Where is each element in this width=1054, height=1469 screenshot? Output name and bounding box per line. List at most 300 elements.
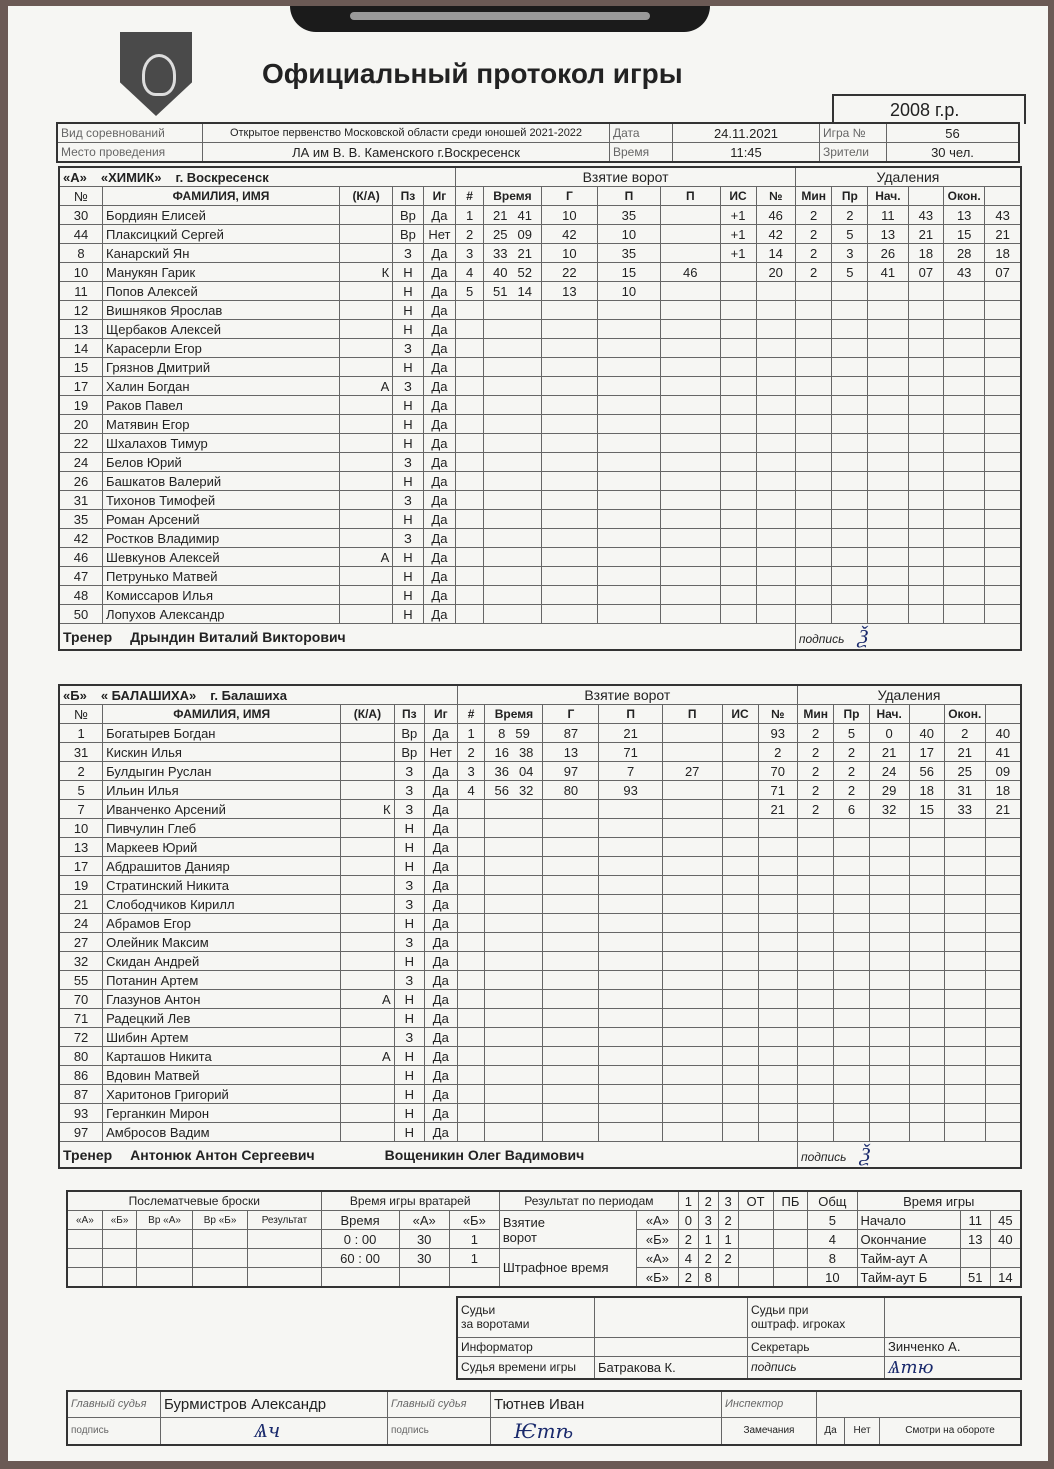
- penalty-empty-cell: [985, 933, 1021, 952]
- col-pen-end: Окон.: [944, 187, 985, 206]
- player-number: 20: [59, 415, 103, 434]
- penalty-empty-cell: [832, 415, 868, 434]
- penalty-empty-cell: [908, 491, 944, 510]
- gk-row-1-a: 30: [399, 1230, 449, 1249]
- player-played: Да: [423, 491, 456, 510]
- goal-empty-cell: [597, 415, 660, 434]
- player-row: [59, 529, 1021, 548]
- player-position: Н: [393, 586, 423, 605]
- penalty-end-sec: 43: [985, 206, 1021, 225]
- goal-empty-cell: [597, 320, 660, 339]
- col-played: Иг: [424, 705, 457, 724]
- player-name: Бордиян Елисей: [103, 206, 340, 225]
- goal-assist-1: 10: [597, 282, 660, 301]
- player-role: [341, 781, 394, 800]
- penalty-empty-cell: [985, 1123, 1021, 1142]
- penalty-empty-cell: [756, 472, 795, 491]
- spectators-value: 30 чел.: [887, 143, 1020, 163]
- goal-empty-cell: [661, 339, 721, 358]
- goal-time: [485, 762, 543, 781]
- goal-empty-cell: [720, 377, 756, 396]
- player-number: 70: [59, 990, 103, 1009]
- player-played: Да: [424, 1047, 457, 1066]
- goal-empty-cell: [457, 1047, 485, 1066]
- player-position: Н: [393, 282, 423, 301]
- penalty-empty-cell: [832, 586, 868, 605]
- penalty-empty-cell: [758, 1066, 797, 1085]
- start-label: Начало: [857, 1211, 960, 1230]
- player-position: З: [393, 529, 423, 548]
- goal-empty-cell: [484, 491, 542, 510]
- player-name: Абдрашитов Данияр: [103, 857, 341, 876]
- goal-assist-1: 35: [597, 244, 660, 263]
- goal-empty-cell: [541, 396, 597, 415]
- goals-b-p1: 2: [678, 1230, 698, 1249]
- goal-empty-cell: [541, 567, 597, 586]
- penalty-empty-cell: [944, 377, 985, 396]
- penalty-empty-cell: [795, 415, 832, 434]
- shootout-col-a: «А»: [67, 1211, 102, 1230]
- player-number: 10: [59, 819, 103, 838]
- penalty-empty-cell: [985, 971, 1021, 990]
- penalty-player: 2: [758, 743, 797, 762]
- goal-empty-cell: [485, 1066, 543, 1085]
- player-number: 11: [59, 282, 103, 301]
- penalty-empty-cell: [868, 415, 908, 434]
- col-ka: (К/А): [339, 187, 392, 206]
- start-min: 45: [990, 1211, 1021, 1230]
- goal-empty-cell: [457, 1028, 485, 1047]
- penalty-empty-cell: [834, 838, 869, 857]
- player-role: А: [339, 548, 392, 567]
- player-row: [59, 263, 1021, 282]
- penalty-empty-cell: [985, 1028, 1021, 1047]
- player-played: Нет: [423, 225, 456, 244]
- goal-empty-cell: [597, 605, 660, 624]
- col-no: №: [59, 705, 103, 724]
- penalty-empty-cell: [832, 491, 868, 510]
- goal-empty-cell: [543, 800, 599, 819]
- penalty-empty-cell: [868, 453, 908, 472]
- player-name: Карасерли Егор: [103, 339, 340, 358]
- player-position: Н: [394, 1066, 424, 1085]
- penalty-empty-cell: [908, 510, 944, 529]
- player-number: 46: [59, 548, 103, 567]
- goal-empty-cell: [484, 396, 542, 415]
- goal-empty-cell: [662, 1104, 722, 1123]
- penalty-empty-cell: [868, 377, 908, 396]
- timeout-b-sec: 14: [990, 1268, 1021, 1288]
- pim-b-p1: 2: [678, 1268, 698, 1288]
- penalty-empty-cell: [944, 1009, 985, 1028]
- goal-empty-cell: [543, 1028, 599, 1047]
- goal-empty-cell: [485, 819, 543, 838]
- col-pos: Пз: [394, 705, 424, 724]
- goal-empty-cell: [457, 952, 485, 971]
- goal-sec: 14: [517, 283, 532, 299]
- player-row: [59, 800, 1021, 819]
- goal-empty-cell: [662, 895, 722, 914]
- goals-b-pb: [773, 1230, 808, 1249]
- competition-label: Вид соревнований: [57, 123, 203, 143]
- player-row: [59, 952, 1021, 971]
- goal-empty-cell: [541, 453, 597, 472]
- penalty-minutes: 2: [795, 225, 832, 244]
- penalty-empty-cell: [869, 876, 909, 895]
- goal-strength: [722, 743, 758, 762]
- penalties-section-title: Удаления: [797, 685, 1021, 705]
- goal-empty-cell: [484, 510, 542, 529]
- goal-empty-cell: [457, 857, 485, 876]
- col-name: ФАМИЛИЯ, ИМЯ: [103, 705, 341, 724]
- player-name: Карташов Никита: [103, 1047, 341, 1066]
- player-position: Н: [393, 396, 423, 415]
- shootout-label: Послематчевые броски: [67, 1191, 321, 1211]
- goals-a-p3: 2: [718, 1211, 738, 1230]
- team-b-table: [58, 684, 1022, 1169]
- player-position: Вр: [394, 743, 424, 762]
- penalty-end-min: 15: [944, 225, 985, 244]
- goal-empty-cell: [457, 1104, 485, 1123]
- team-city: г. Воскресенск: [175, 169, 269, 185]
- player-row: [59, 1009, 1021, 1028]
- penalty-empty-cell: [985, 990, 1021, 1009]
- goal-assist-2: [661, 206, 721, 225]
- goal-empty-cell: [484, 472, 542, 491]
- coach-label: Тренер: [63, 628, 113, 645]
- goal-assist-2: 46: [661, 263, 721, 282]
- goal-min: 40: [493, 264, 508, 280]
- goal-empty-cell: [597, 567, 660, 586]
- goal-empty-cell: [720, 567, 756, 586]
- pim-team-a-label: «А»: [636, 1249, 678, 1268]
- player-position: Н: [394, 1009, 424, 1028]
- player-role: [341, 762, 394, 781]
- player-played: Нет: [424, 743, 457, 762]
- goal-empty-cell: [457, 800, 485, 819]
- player-name: Петрунько Матвей: [103, 567, 340, 586]
- officials-table: [456, 1296, 1022, 1380]
- col-played: Иг: [423, 187, 456, 206]
- gk-col-b: «Б»: [449, 1211, 499, 1230]
- player-row: [59, 396, 1021, 415]
- player-name: Попов Алексей: [103, 282, 340, 301]
- goal-empty-cell: [543, 1009, 599, 1028]
- goals-team-b-label: «Б»: [636, 1230, 678, 1249]
- penalty-empty-cell: [944, 914, 985, 933]
- player-row: [59, 206, 1021, 225]
- player-name: Скидан Андрей: [103, 952, 341, 971]
- player-number: 14: [59, 339, 103, 358]
- penalty-empty-cell: [797, 1085, 833, 1104]
- coach-sign-cell: [797, 1142, 1021, 1169]
- goal-empty-cell: [484, 529, 542, 548]
- player-name: Щербаков Алексей: [103, 320, 340, 339]
- penalty-empty-cell: [756, 320, 795, 339]
- player-role: [341, 857, 394, 876]
- goal-empty-cell: [543, 1047, 599, 1066]
- player-position: Н: [394, 838, 424, 857]
- goal-assist-1: 7: [599, 762, 662, 781]
- goal-empty-cell: [456, 434, 484, 453]
- goals-row-label-2: ворот: [502, 1229, 537, 1245]
- goal-empty-cell: [661, 434, 721, 453]
- goal-empty-cell: [457, 933, 485, 952]
- goal-empty-cell: [543, 857, 599, 876]
- penalty-empty-cell: [908, 472, 944, 491]
- col-pen-start: Нач.: [869, 705, 909, 724]
- goal-empty-cell: [457, 1085, 485, 1104]
- player-role: [341, 1066, 394, 1085]
- player-row: [59, 762, 1021, 781]
- penalty-empty-cell: [944, 1066, 985, 1085]
- goal-strength: +1: [720, 206, 756, 225]
- goal-empty-cell: [662, 819, 722, 838]
- goal-empty-cell: [662, 838, 722, 857]
- player-row: [59, 358, 1021, 377]
- goal-empty-cell: [456, 529, 484, 548]
- player-row: [59, 933, 1021, 952]
- penalty-reason: 5: [832, 225, 868, 244]
- goal-sec: 32: [518, 782, 534, 798]
- pim-b-p2: 8: [698, 1268, 718, 1288]
- goal-scorer: 13: [543, 743, 599, 762]
- player-row: [59, 225, 1021, 244]
- player-role: К: [341, 800, 394, 819]
- shootout-col-b: «Б»: [102, 1211, 136, 1230]
- penalty-empty-cell: [795, 282, 832, 301]
- goal-empty-cell: [541, 377, 597, 396]
- penalty-empty-cell: [869, 1123, 909, 1142]
- player-played: Да: [423, 605, 456, 624]
- penalty-empty-cell: [909, 1085, 944, 1104]
- goal-empty-cell: [720, 586, 756, 605]
- penalty-empty-cell: [944, 838, 985, 857]
- penalty-empty-cell: [944, 472, 985, 491]
- penalty-empty-cell: [795, 491, 832, 510]
- penalty-empty-cell: [909, 1104, 944, 1123]
- goal-empty-cell: [662, 1085, 722, 1104]
- end-hour: 13: [960, 1230, 990, 1249]
- goal-empty-cell: [543, 838, 599, 857]
- penalty-empty-cell: [756, 301, 795, 320]
- penalty-empty-cell: [797, 1104, 833, 1123]
- goal-empty-cell: [720, 605, 756, 624]
- player-played: Да: [424, 876, 457, 895]
- penalty-empty-cell: [985, 339, 1021, 358]
- penalty-empty-cell: [868, 358, 908, 377]
- penalty-empty-cell: [985, 415, 1021, 434]
- goal-empty-cell: [485, 857, 543, 876]
- penalty-empty-cell: [869, 1066, 909, 1085]
- goal-strength: +1: [720, 244, 756, 263]
- penalty-player: 42: [756, 225, 795, 244]
- goal-empty-cell: [541, 548, 597, 567]
- penalty-start-sec: 15: [909, 800, 944, 819]
- player-played: Да: [424, 914, 457, 933]
- col-pen-min: Мин: [795, 187, 832, 206]
- penalty-empty-cell: [756, 339, 795, 358]
- penalty-empty-cell: [868, 605, 908, 624]
- penalty-empty-cell: [756, 282, 795, 301]
- goal-index: 4: [457, 781, 485, 800]
- goal-empty-cell: [597, 301, 660, 320]
- penalty-empty-cell: [832, 472, 868, 491]
- penalty-empty-cell: [869, 1047, 909, 1066]
- remarks-no: Нет: [845, 1417, 880, 1445]
- player-position: З: [394, 1028, 424, 1047]
- player-role: А: [339, 377, 392, 396]
- coach-name-2: Вощеникин Олег Вадимович: [384, 1146, 585, 1163]
- goal-strength: [722, 724, 758, 743]
- player-name: Роман Арсений: [103, 510, 340, 529]
- player-number: 24: [59, 453, 103, 472]
- goal-empty-cell: [484, 586, 542, 605]
- remarks-see-back: Смотри на обороте: [880, 1417, 1021, 1445]
- penalty-empty-cell: [985, 567, 1021, 586]
- penalty-empty-cell: [985, 377, 1021, 396]
- goal-empty-cell: [661, 567, 721, 586]
- goals-b-p3: 1: [718, 1230, 738, 1249]
- game-no-label: Игра №: [820, 123, 887, 143]
- player-number: 17: [59, 857, 103, 876]
- goal-empty-cell: [541, 491, 597, 510]
- penalty-empty-cell: [797, 914, 833, 933]
- goal-empty-cell: [720, 453, 756, 472]
- penalty-player: 70: [758, 762, 797, 781]
- goal-empty-cell: [662, 990, 722, 1009]
- goal-empty-cell: [597, 339, 660, 358]
- player-row: [59, 1104, 1021, 1123]
- goal-empty-cell: [485, 895, 543, 914]
- gk-col-a: «А»: [399, 1211, 449, 1230]
- penalty-player: 20: [756, 263, 795, 282]
- penalty-empty-cell: [909, 857, 944, 876]
- player-name: Харитонов Григорий: [103, 1085, 341, 1104]
- goal-empty-cell: [662, 857, 722, 876]
- player-name: Матявин Егор: [103, 415, 340, 434]
- goal-empty-cell: [599, 819, 662, 838]
- goal-index: 3: [457, 762, 485, 781]
- penalty-empty-cell: [908, 301, 944, 320]
- goals-row-label-1: Взятие: [502, 1214, 545, 1230]
- penalty-empty-cell: [868, 396, 908, 415]
- clipboard-clip: [290, 6, 710, 32]
- goal-empty-cell: [720, 529, 756, 548]
- player-position: Н: [394, 819, 424, 838]
- col-goal-time: Время: [484, 187, 542, 206]
- penalty-empty-cell: [795, 529, 832, 548]
- goal-empty-cell: [541, 586, 597, 605]
- penalty-empty-cell: [909, 1123, 944, 1142]
- goal-time: [484, 244, 542, 263]
- player-played: Да: [424, 1028, 457, 1047]
- coach-name: Дрындин Виталий Викторович: [130, 628, 346, 645]
- penalty-judges-label: Судьи при оштраф. игроках: [748, 1297, 885, 1337]
- penalty-empty-cell: [869, 1085, 909, 1104]
- player-played: Да: [424, 781, 457, 800]
- penalty-empty-cell: [758, 1009, 797, 1028]
- goalie-time-label: Время игры вратарей: [321, 1191, 499, 1211]
- player-name: Вдовин Матвей: [103, 1066, 341, 1085]
- penalty-empty-cell: [756, 396, 795, 415]
- penalty-empty-cell: [758, 990, 797, 1009]
- col-pen-start-sec: [908, 187, 944, 206]
- penalty-start-min: 26: [868, 244, 908, 263]
- penalty-empty-cell: [758, 1047, 797, 1066]
- goal-empty-cell: [541, 472, 597, 491]
- goal-empty-cell: [457, 971, 485, 990]
- player-position: Н: [394, 1085, 424, 1104]
- shootout-col-gka: Вр «А»: [137, 1211, 193, 1230]
- penalty-empty-cell: [756, 377, 795, 396]
- goal-empty-cell: [599, 1009, 662, 1028]
- goal-empty-cell: [484, 548, 542, 567]
- col-name: ФАМИЛИЯ, ИМЯ: [103, 187, 340, 206]
- penalty-empty-cell: [909, 933, 944, 952]
- pim-b-p3: [718, 1268, 738, 1288]
- goal-empty-cell: [599, 914, 662, 933]
- penalty-end-min: 25: [944, 762, 985, 781]
- venue-label: Место проведения: [57, 143, 203, 163]
- player-role: [339, 396, 392, 415]
- goal-empty-cell: [722, 819, 758, 838]
- player-position: Н: [393, 605, 423, 624]
- penalty-empty-cell: [869, 971, 909, 990]
- goal-empty-cell: [543, 914, 599, 933]
- goal-empty-cell: [722, 800, 758, 819]
- goal-assist-2: [661, 225, 721, 244]
- goal-empty-cell: [599, 990, 662, 1009]
- coach-name: Антонюк Антон Сергеевич: [130, 1146, 315, 1163]
- penalty-empty-cell: [868, 491, 908, 510]
- penalty-end-min: 13: [944, 206, 985, 225]
- penalty-reason: 5: [834, 724, 869, 743]
- goal-empty-cell: [599, 1104, 662, 1123]
- player-row: [59, 244, 1021, 263]
- penalty-start-min: 21: [869, 743, 909, 762]
- col-goal-idx: #: [457, 705, 485, 724]
- period-col-total: Общ: [808, 1191, 857, 1211]
- player-played: Да: [424, 724, 457, 743]
- goal-empty-cell: [722, 895, 758, 914]
- coach-sign-label: подпись: [800, 1150, 847, 1164]
- player-row: [59, 491, 1021, 510]
- pim-a-p2: 2: [698, 1249, 718, 1268]
- coach-label: Тренер: [63, 1146, 113, 1163]
- goal-empty-cell: [484, 301, 542, 320]
- penalty-empty-cell: [756, 434, 795, 453]
- player-role: [339, 434, 392, 453]
- player-played: Да: [423, 396, 456, 415]
- goal-empty-cell: [661, 510, 721, 529]
- player-name: Амбросов Вадим: [103, 1123, 341, 1142]
- player-played: Да: [423, 263, 456, 282]
- goal-empty-cell: [597, 358, 660, 377]
- gk-row-2-a: 30: [399, 1249, 449, 1268]
- player-name: Халин Богдан: [103, 377, 340, 396]
- pim-a-p1: 4: [678, 1249, 698, 1268]
- player-name: Радецкий Лев: [103, 1009, 341, 1028]
- goal-min: 21: [493, 207, 508, 223]
- goals-section-title: Взятие ворот: [457, 685, 797, 705]
- penalty-start-sec: 40: [909, 724, 944, 743]
- penalty-empty-cell: [909, 914, 944, 933]
- penalty-empty-cell: [909, 1009, 944, 1028]
- player-position: Вр: [394, 724, 424, 743]
- player-role: [341, 933, 394, 952]
- team-letter: «А»: [63, 169, 87, 185]
